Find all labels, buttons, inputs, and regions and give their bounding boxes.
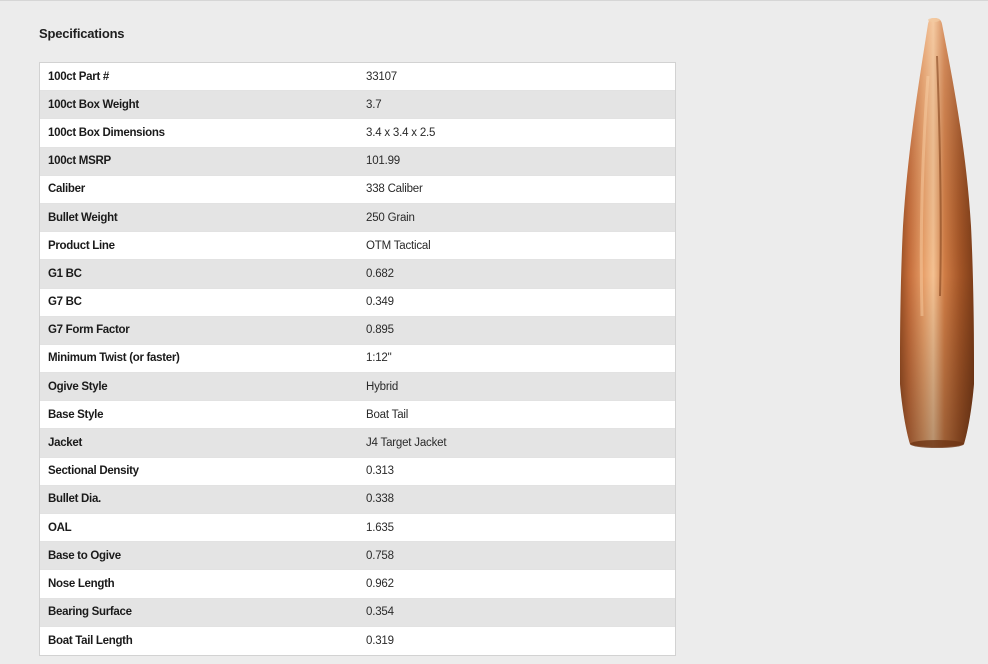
spec-label: Caliber: [48, 183, 85, 196]
table-row: [40, 429, 675, 457]
spec-value: 0.895: [366, 324, 394, 337]
spec-value: 1.635: [366, 521, 394, 534]
spec-label: Base to Ogive: [48, 549, 121, 562]
spec-label: Bearing Surface: [48, 606, 132, 619]
spec-value: Hybrid: [366, 380, 399, 393]
spec-value: 101.99: [366, 155, 400, 168]
spec-label: Bullet Dia.: [48, 493, 101, 506]
spec-value: J4 Target Jacket: [366, 437, 447, 450]
table-row: [40, 232, 675, 260]
spec-value: 0.319: [366, 634, 394, 647]
table-row: [40, 542, 675, 570]
table-row: [40, 486, 675, 514]
table-row: [40, 119, 675, 147]
table-row: [40, 627, 675, 655]
spec-value: 0.354: [366, 606, 394, 619]
spec-value: Boat Tail: [366, 408, 409, 421]
spec-label: Product Line: [48, 239, 115, 252]
table-row: [40, 599, 675, 627]
spec-value: 0.313: [366, 465, 394, 478]
spec-value: 338 Caliber: [366, 183, 423, 196]
spec-value: 250 Grain: [366, 211, 415, 224]
table-row: [40, 317, 675, 345]
spec-label: G1 BC: [48, 267, 82, 280]
spec-value: 0.682: [366, 267, 394, 280]
table-row: [40, 458, 675, 486]
table-row: [40, 401, 675, 429]
spec-value: 3.7: [366, 98, 382, 111]
spec-label: 100ct Box Dimensions: [48, 126, 165, 139]
spec-value: 0.962: [366, 577, 394, 590]
spec-label: Ogive Style: [48, 380, 108, 393]
spec-label: Jacket: [48, 437, 83, 450]
spec-label: 100ct Box Weight: [48, 98, 139, 111]
spec-label: Sectional Density: [48, 465, 139, 478]
table-row: [40, 176, 675, 204]
section-title: Specifications: [39, 26, 125, 41]
table-row: [40, 91, 675, 119]
spec-label: G7 BC: [48, 296, 82, 309]
spec-label: 100ct Part #: [48, 70, 109, 83]
spec-value: OTM Tactical: [366, 239, 431, 252]
spec-value: 0.758: [366, 549, 394, 562]
spec-label: Nose Length: [48, 577, 115, 590]
specifications-table: [39, 62, 676, 656]
spec-label: OAL: [48, 521, 72, 534]
table-row: [40, 570, 675, 598]
table-row: [40, 289, 675, 317]
spec-label: Boat Tail Length: [48, 634, 133, 647]
spec-value: 1:12": [366, 352, 392, 365]
table-row: [40, 260, 675, 288]
table-row: [40, 373, 675, 401]
spec-label: Minimum Twist (or faster): [48, 352, 180, 365]
spec-value: 3.4 x 3.4 x 2.5: [366, 126, 436, 139]
spec-value: 0.349: [366, 296, 394, 309]
table-row: [40, 204, 675, 232]
bullet-image: [892, 16, 982, 454]
spec-label: G7 Form Factor: [48, 324, 130, 337]
top-divider: [0, 0, 988, 1]
table-row: [40, 63, 675, 91]
spec-label: 100ct MSRP: [48, 155, 111, 168]
table-row: [40, 345, 675, 373]
table-row: [40, 514, 675, 542]
table-row: [40, 148, 675, 176]
spec-value: 0.338: [366, 493, 394, 506]
spec-value: 33107: [366, 70, 397, 83]
spec-label: Bullet Weight: [48, 211, 118, 224]
spec-label: Base Style: [48, 408, 104, 421]
